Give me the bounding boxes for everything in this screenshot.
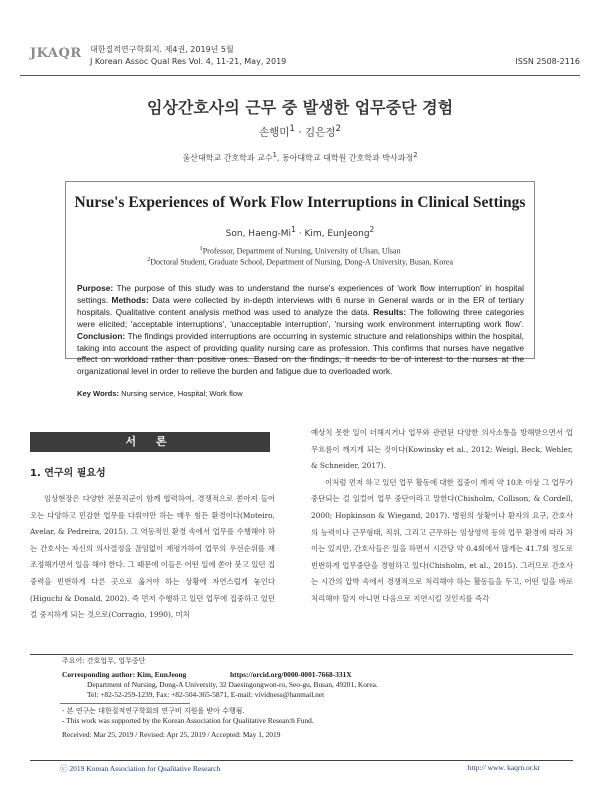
author-2-ko: 김은정 (305, 126, 336, 139)
corr-label: Corresponding author: (62, 670, 136, 679)
methods-text: Data were collected by in-depth interviews with 6 nurse in General wards or in the ER of tertiary hospitals. Qualitative content analysis method was used to analyze the data. (77, 294, 524, 317)
affiliation-en-2 (0, 256, 600, 267)
conclusion-text: The findings provided interruptions are occurring in systemic structure and relationships within the hospital, taking into account the aspect of providing quality nursing care as profession. This confirms that nurses have negative effect on workload rather than positive ones. Based on the findings, it needs to be of interest to the nurses at the organizational level in order to relieve the burden and fatigue due to overloaded work. (77, 330, 524, 377)
corr-name: Kim, EunJeong (135, 670, 187, 679)
section-heading-introduction: 서 론 (30, 432, 270, 452)
affil-1-ko-sup: 1 (272, 151, 277, 159)
affil-2-ko-sup: 2 (413, 151, 418, 159)
orcid-link[interactable]: https://orcid.org/0000-0001-7668-331X (230, 670, 352, 679)
title-korean: 임상간호사의 근무 중 발생한 업무중단 경험 (146, 98, 454, 117)
affil-en-1-sup: 1 (199, 245, 203, 252)
website-link[interactable]: http:// www. kaqrn.or.kr (467, 763, 540, 772)
purpose-text: The purpose of this study was to understand the nurse's experiences of 'work flow interruption' in hospital settings. (77, 283, 524, 305)
authors-english (0, 225, 600, 239)
body-left-column: 임상현장은 다양한 전문직군이 함께 협력하여, 경쟁적으로 쏟아져 들어오는 다양하고 민감한 업무를 다뤄야만 하는 매우 힘든 환경이다(Moteiro, Avelar, & Pedreira, 2015). 그 역동적인 환경 속에서 업무를 수행해야 하는 간호사는 자신의 의사결정을 끊임없이 재평가하여 업무의 우선순위를 재조정해가면서 일을 해야 한다. 그 때문에 이들은 어떤 일에 쏟아 붓고 있던 집중력을 빈번하게 다른 곳으로 옮겨야 하는 상황에 자연스럽게 놓인다(Higuchi & Donald, 2002). 즉 먼저 수행하고 있던 업무에 집중하고 있던 걸 중지하게 되는 것으로(Corragio, 1990), 미처 (30, 494, 275, 620)
body-right-paragraph-2: 이처럼 먼저 하고 있던 업무 활동에 대한 집중이 깨져 약 10초 이상 그 업무가 중단되는 걸 일컬어 업무 중단이라고 말한다(Chisholm, Collison, & Cordell, 2000; Hopkinson & Wiegand, 2017). 병원의 상황이나 환자의 요구, 간호사의 능력이나 근무형태, 직위, 그리고 근무하는 임상영역 등의 업무 환경에 따라 차이는 있지만, 간호사들은 일을 하면서 시간당 약 0.4회에서 많게는 41.7회 정도로 빈번하게 업무중단을 경험하고 있다(Chisholm, et al., 2015). 그러므로 간호사는 시간의 압박 속에서 경쟁적으로 처리해야 하는 활동들을 두고, 어떤 일을 바로 처리해야 할지 아니면 다음으로 지연시킬 것인지를 즉각 (311, 477, 573, 603)
authors-korean (0, 124, 600, 140)
affiliation-en-1 (0, 245, 600, 256)
conclusion-label: Conclusion: (77, 330, 126, 341)
body-right-paragraph-1: 예상치 못한 일이 더해지거나 업무와 관련된 다양한 의사소통을 방해받으면서 업무흐름이 깨지게 되는 것이다(Kowinsky et al., 2012; Weigl, Beck, Wehler, & Schneider, 2017). (311, 428, 573, 471)
footnote-support-ko: - 본 연구는 대한질적연구학회의 연구비 지원을 받아 수행됨. (62, 707, 245, 715)
journal-logo: JKAQR (30, 46, 82, 61)
affil-en-1-text: Professor, Department of Nursing, University of Ulsan, Ulsan (202, 246, 401, 256)
author-2-en: Kim, EunJeong (304, 229, 370, 239)
affiliations-korean (0, 151, 600, 164)
footnote-divider (30, 654, 573, 655)
author-1-ko-sup: 1 (289, 124, 295, 134)
keywords (77, 389, 524, 398)
footnote-contact: Tel: +82-52-259-1239, Fax: +82-504-365-5871, E-mail: vividness@hanmail.net (87, 690, 325, 699)
journal-citation-ko: 대한질적연구학회지. 제4권, 2019년 5월 (90, 45, 234, 54)
header-divider (20, 75, 580, 76)
author-2-en-sup: 2 (369, 225, 375, 234)
footnote-keywords-ko: 주요어: 간호업무, 업무중단 (62, 657, 146, 665)
issn: ISSN 2508-2116 (515, 57, 580, 66)
title-english: Nurse's Experiences of Work Flow Interruptions in Clinical Settings (74, 194, 526, 211)
footnote-support-en: - This work was supported by the Korean Association for Qualitative Research Fund. (62, 716, 314, 725)
author-1-en-sup: 1 (291, 225, 296, 234)
results-text: The following three categories were elicited; 'acceptable interruptions', 'unacceptable interruption', 'nursing work environment interrupting work flow'. (77, 306, 524, 329)
footnote-separator (60, 703, 190, 704)
affil-en-2-text: Doctoral Student, Graduate School, Department of Nursing, Dong-A University, Busan, Korea (150, 257, 454, 267)
journal-header (20, 40, 580, 74)
footer-divider (30, 760, 573, 761)
footnote-dept: Department of Nursing, Dong-A University, 32 Daesingongwon-ro, Seo-gu, Busan, 49201, Korea. (87, 680, 378, 689)
results-label: Results: (373, 306, 407, 317)
body-right-column (311, 425, 573, 608)
subsection-heading: 1. 연구의 필요성 (30, 468, 106, 479)
affil-2-ko: , 동아대학교 대학원 간호학과 박사과정 (276, 153, 414, 163)
copyright: ⓒ 2019 Korean Association for Qualitative Research (60, 764, 221, 773)
keywords-label: Key Words: (77, 389, 120, 398)
footnote-corresponding (62, 670, 562, 680)
author-separator-en: · (295, 229, 305, 239)
affil-en-2-sup: 2 (146, 256, 151, 263)
footnote-dates: Received: Mar 25, 2019 / Revised: Apr 25, 2019 / Accepted: May 1, 2019 (62, 730, 281, 739)
journal-citation-en: J Korean Assoc Qual Res Vol. 4, 11-21, May, 2019 (90, 57, 287, 66)
author-2-ko-sup: 2 (335, 124, 342, 134)
author-1-ko: 손행미 (258, 126, 290, 139)
methods-label: Methods: (111, 294, 149, 305)
purpose-label: Purpose: (77, 283, 114, 293)
affil-1-ko: 울산대학교 간호학과 교수 (182, 153, 273, 163)
author-separator: · (294, 126, 305, 139)
author-1-en: Son, Haeng-Mi (225, 229, 292, 239)
footnotes (62, 656, 562, 740)
abstract (77, 283, 524, 378)
keywords-text: Nursing service, Hospital; Work flow (119, 389, 243, 398)
